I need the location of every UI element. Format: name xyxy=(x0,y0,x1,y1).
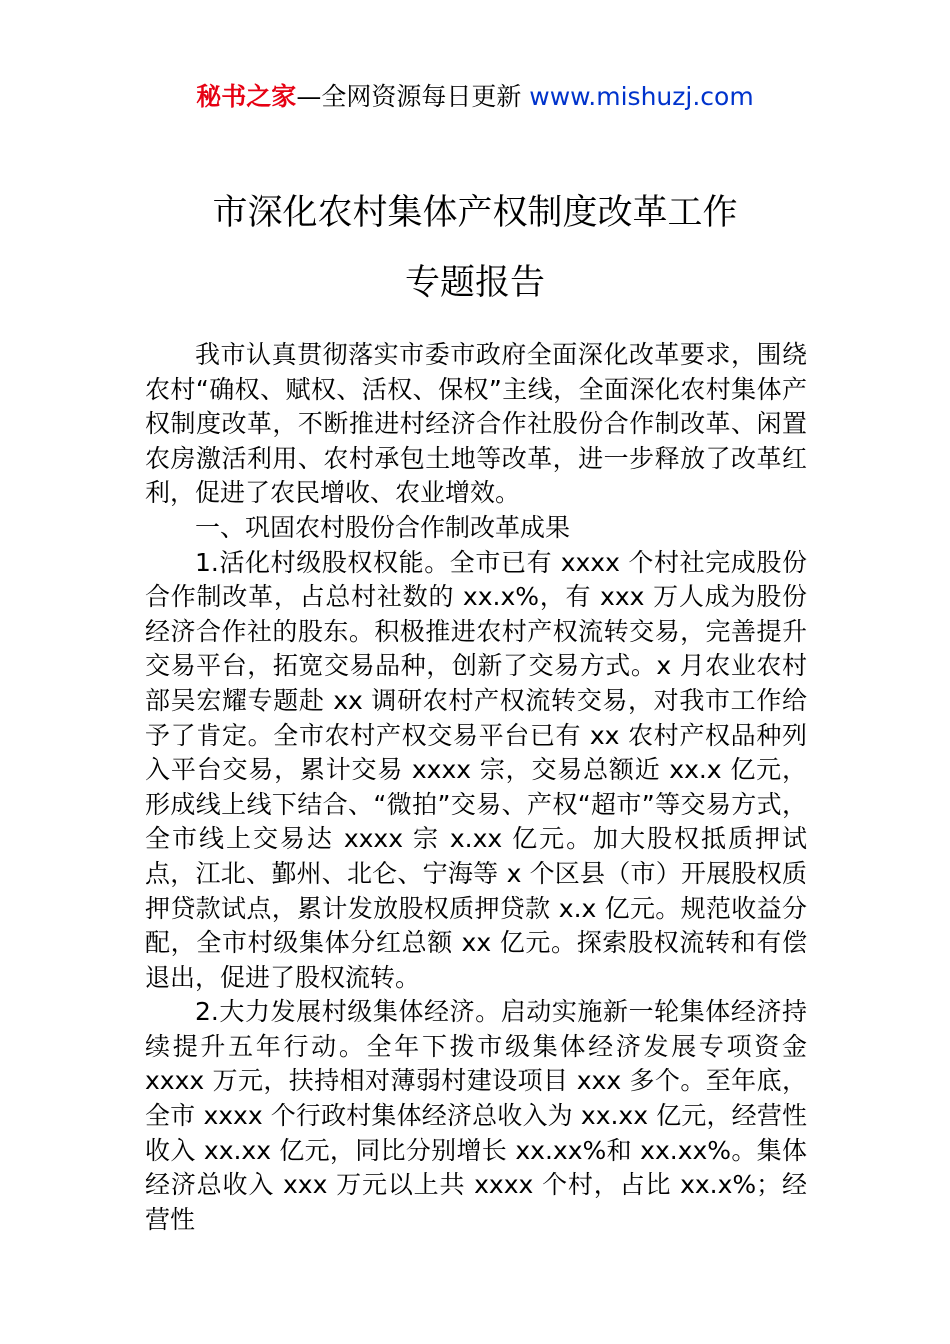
site-url-link[interactable]: www.mishuzj.com xyxy=(529,82,754,111)
site-tagline: —全网资源每日更新 xyxy=(296,82,530,111)
document-title-line-2: 专题报告 xyxy=(404,263,545,303)
document-title xyxy=(0,178,950,318)
document-body xyxy=(145,338,807,1237)
intro-paragraph: 我市认真贯彻落实市委市政府全面深化改革要求，围绕农村“确权、赋权、活权、保权”主线，全面深化农村集体产权制度改革，不断推进村经济合作社股份合作制改革、闲置农房激活利用、农村承包土地等改革，进一步释放了改革红利，促进了农民增收、农业增效。 xyxy=(145,340,807,508)
document-title-line-1: 市深化农村集体产权制度改革工作 xyxy=(212,193,738,233)
site-brand: 秘书之家 xyxy=(196,82,297,111)
section-heading: 一、巩固农村股份合作制改革成果 xyxy=(195,512,571,542)
body-paragraph-2: 2.大力发展村级集体经济。启动实施新一轮集体经济持续提升五年行动。全年下拨市级集体经济发展专项资金 xxxx 万元，扶持相对薄弱村建设项目 xxx 多个。至年底，全市 xxxx 个行政村集体经济总收入为 xx.xx 亿元，经营性收入 xx.xx 亿元，同比分别增长 xx.xx%和 xx.xx%。集体经济总收入 xxx 万元以上共 xxxx 个村，占比 xx.x%；经营性 xyxy=(145,997,807,1234)
site-header xyxy=(0,80,950,114)
body-paragraph-1: 1.活化村级股权权能。全市已有 xxxx 个村社完成股份合作制改革，占总村社数的 xx.x%，有 xxx 万人成为股份经济合作社的股东。积极推进农村产权流转交易，完善提升交易平台，拓宽交易品种，创新了交易方式。x 月农业农村部吴宏耀专题赴 xx 调研农村产权流转交易，对我市工作给予了肯定。全市农村产权交易平台已有 xx 农村产权品种列入平台交易，累计交易 xxxx 宗，交易总额近 xx.x 亿元，形成线上线下结合、“微拍”交易、产权“超市”等交易方式，全市线上交易达 xxxx 宗 x.xx 亿元。加大股权抵质押试点，江北、鄞州、北仑、宁海等 x 个区县（市）开展股权质押贷款试点，累计发放股权质押贷款 x.x 亿元。规范收益分配，全市村级集体分红总额 xx 亿元。探索股权流转和有偿退出，促进了股权流转。 xyxy=(145,547,807,992)
